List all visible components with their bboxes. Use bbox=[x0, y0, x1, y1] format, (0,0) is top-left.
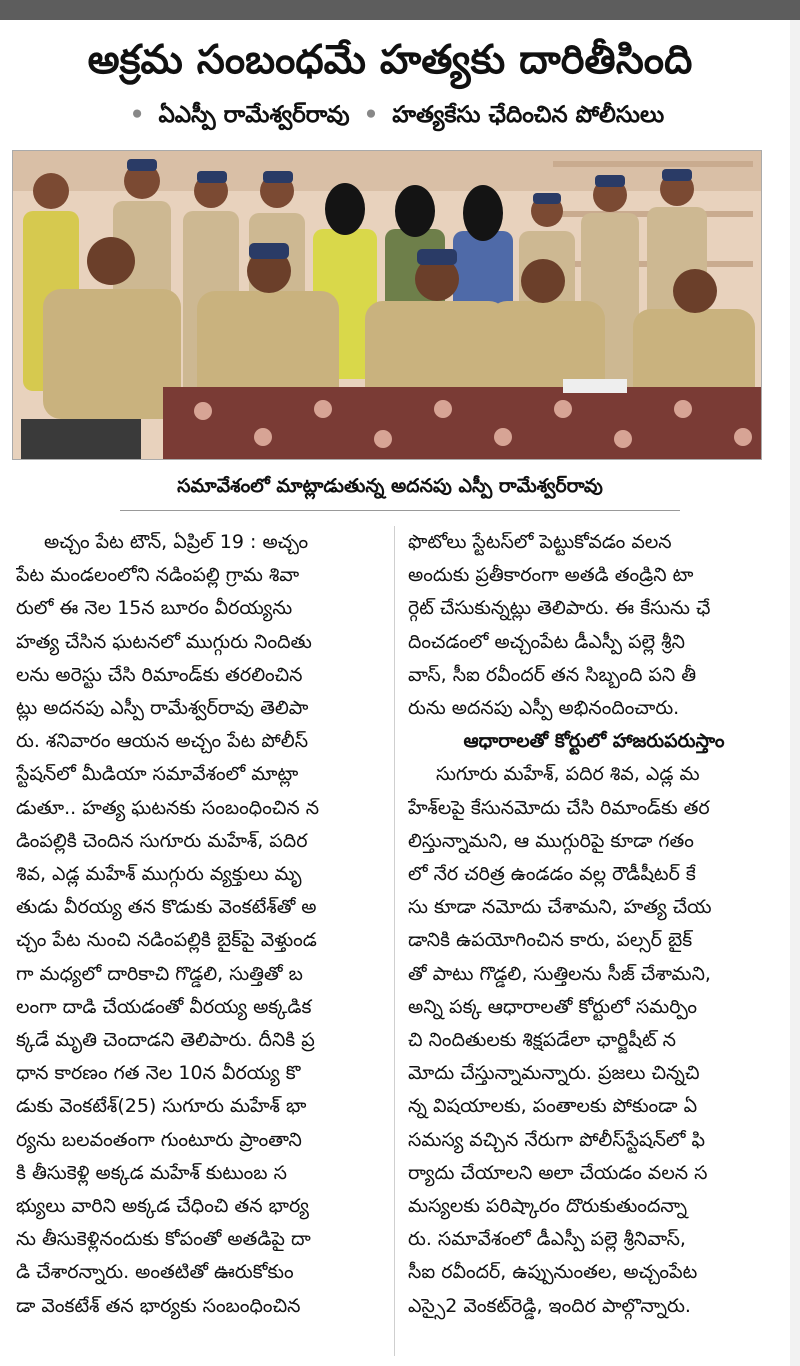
text-line: ఎస్సై2 వెంకట్‌రెడ్డి, ఇందిర పాల్గొన్నారు. bbox=[408, 1294, 691, 1317]
text-line: రు. శనివారం ఆయన అచ్చం పేట పోలీస్‌ bbox=[16, 730, 309, 753]
text-line: లో నేర చరిత్ర ఉండడం వల్ల రౌడీషీటర్‌ కే bbox=[408, 863, 696, 886]
text-line: లను అరెస్టు చేసి రిమాండ్‌కు తరలించిన bbox=[16, 663, 303, 686]
text-line: డానికి ఉపయోగించిన కారు, పల్సర్‌ బైక్‌ bbox=[408, 929, 693, 952]
article-column-right bbox=[408, 526, 780, 1323]
text-line: న్న విషయాలకు, పంతాలకు పోకుండా ఏ bbox=[408, 1095, 698, 1118]
text-line: అన్ని పక్క ఆధారాలతో కోర్టులో సమర్పిం bbox=[408, 995, 698, 1018]
text-line: చి నిందితులకు శిక్షపడేలా ఛార్జిషీట్‌ న bbox=[408, 1029, 677, 1052]
text-line: స్టేషన్‌లో మీడియా సమావేశంలో మాట్లా bbox=[16, 763, 299, 786]
text-line: సమస్య వచ్చిన నేరుగా పోలీస్‌స్టేషన్‌లో ఫి bbox=[408, 1128, 706, 1151]
text-line: కి తీసుకెళ్లి అక్కడ మహేశ్‌ కుటుంబ స bbox=[16, 1161, 287, 1184]
text-line: సుగూరు మహేశ్‌, పదిర శివ, ఎడ్ల మ bbox=[436, 763, 700, 786]
text-line: తో పాటు గొడ్డలి, సుత్తిలను సీజ్‌ చేశామని, bbox=[408, 962, 711, 985]
subheadline bbox=[0, 95, 780, 135]
photo-caption: సమావేశంలో మాట్లాడుతున్న అదనపు ఎస్పీ రామేశ్వర్‌రావు bbox=[177, 475, 603, 497]
subhead-1: ఏఎస్పీ రామేశ్వర్‌రావు bbox=[158, 102, 350, 128]
text-line: అందుకు ప్రతీకారంగా అతడి తండ్రిని టా bbox=[408, 564, 694, 587]
text-line: సీఐ రవీందర్‌, ఉప్పునుంతల, అచ్చంపేట bbox=[408, 1261, 698, 1284]
text-line: అచ్చం పేట టౌన్‌, ఏప్రిల్‌ 19 : అచ్చం bbox=[44, 531, 309, 553]
text-line: తుడు వీరయ్య తన కొడుకు వెంకటేశ్‌తో అ bbox=[16, 896, 317, 919]
text-line: ను తీసుకెళ్లినందుకు కోపంతో అతడిపై దా bbox=[16, 1228, 311, 1251]
text-line: డుతూ.. హత్య ఘటనకు సంబంధించిన న bbox=[16, 796, 320, 819]
text-line: మోదు చేస్తున్నామన్నారు. ప్రజలు చిన్నచి bbox=[408, 1062, 700, 1085]
text-line: గా మధ్యలో దారికాచి గొడ్డలి, సుత్తితో బ bbox=[16, 962, 303, 985]
text-line: ఫొటోలు స్టేటస్‌లో పెట్టుకోవడం వలన bbox=[408, 531, 672, 553]
bullet-icon: • bbox=[129, 102, 145, 128]
text-line: ర్యను బలవంతంగా గుంటూరు ప్రాంతాని bbox=[16, 1128, 302, 1151]
text-line: రు. సమావేశంలో డీఎస్పీ పల్లె శ్రీనివాస్‌, bbox=[408, 1228, 686, 1251]
top-bar bbox=[0, 0, 800, 20]
text-line: ట్లు అదనపు ఎస్పీ రామేశ్వర్‌రావు తెలిపా bbox=[16, 697, 309, 720]
caption-rule bbox=[120, 510, 680, 511]
text-line: రులో ఈ నెల 15న బూరం వీరయ్యను bbox=[16, 597, 293, 620]
subhead-2: హత్యకేసు ఛేదించిన పోలీసులు bbox=[392, 102, 665, 128]
table-icon bbox=[163, 379, 761, 459]
text-line: డుకు వెంకటేశ్‌(25) సుగూరు మహేశ్‌ భా bbox=[16, 1095, 307, 1118]
text-line: లిస్తున్నామని, ఆ ముగ్గురిపై కూడా గతం bbox=[408, 829, 694, 852]
text-line: క్కడే మృతి చెందాడని తెలిపారు. దీనికి ప్ర bbox=[16, 1029, 315, 1052]
text-line: ర్యాదు చేయాలని అలా చేయడం వలన స bbox=[408, 1161, 708, 1184]
text-line: లంగా దాడి చేయడంతో వీరయ్య అక్కడిక bbox=[16, 995, 312, 1018]
text-line: భ్యులు వారిని అక్కడ చేధించి తన భార్య bbox=[16, 1195, 309, 1218]
text-line: డా వెంకటేశ్‌ తన భార్యకు సంబంధించిన bbox=[16, 1294, 301, 1317]
text-line: పేట మండలంలోని నడింపల్లి గ్రామ శివా bbox=[16, 564, 300, 587]
article-column-left bbox=[16, 526, 382, 1323]
text-line: సు కూడా నమోదు చేశామని, హత్య చేయ bbox=[408, 896, 712, 919]
text-line: హేశ్‌లపై కేసునమోదు చేసి రిమాండ్‌కు తర bbox=[408, 796, 710, 819]
section-subtitle: ఆధారాలతో కోర్టులో హాజరుపరుస్తాం bbox=[463, 730, 725, 753]
headline: అక్రమ సంబంధమే హత్యకు దారితీసింది bbox=[87, 37, 693, 83]
text-line: మస్యలకు పరిష్కారం దొరుకుతుందన్నా bbox=[408, 1195, 688, 1218]
text-line: డి చేశారన్నారు. అంతటితో ఊరుకోకుం bbox=[16, 1261, 294, 1284]
text-line: ర్గెట్‌ చేసుకున్నట్లు తెలిపారు. ఈ కేసును ఛే bbox=[408, 597, 711, 620]
text-line: వాస్‌, సీఐ రవీందర్‌ తన సిబ్బంది పని తీ bbox=[408, 663, 697, 686]
news-photo bbox=[12, 150, 762, 460]
text-line: రును అదనపు ఎస్పీ అభినందించారు. bbox=[408, 697, 680, 720]
press-meet-photo bbox=[13, 151, 761, 459]
bullet-icon: • bbox=[363, 102, 379, 128]
page-edge bbox=[790, 20, 800, 1366]
text-line: శివ, ఎడ్ల మహేశ్‌ ముగ్గురు వ్యక్తులు మృ bbox=[16, 863, 302, 886]
column-divider bbox=[394, 526, 395, 1356]
text-line: దించడంలో అచ్చంపేట డీఎస్పీ పల్లె శ్రీని bbox=[408, 630, 685, 653]
text-line: హత్య చేసిన ఘటనలో ముగ్గురు నిందితు bbox=[16, 630, 312, 653]
text-line: చ్చం పేట నుంచి నడింపల్లికి బైక్‌పై వెళ్తుండ bbox=[16, 929, 317, 952]
text-line: డింపల్లికి చెందిన సుగూరు మహేశ్‌, పదిర bbox=[16, 829, 308, 852]
text-line: ధాన కారణం గత నెల 10న వీరయ్య కొ bbox=[16, 1062, 301, 1085]
